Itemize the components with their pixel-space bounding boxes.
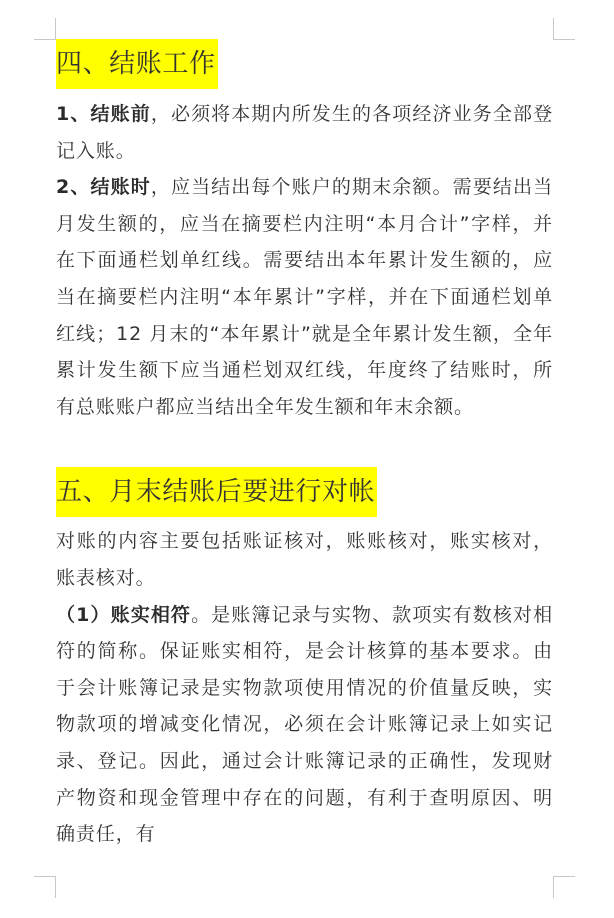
corner-mark-bottom-right-h: [553, 876, 575, 877]
paragraph-lead-bold: 1、结账前: [56, 103, 151, 125]
paragraph-lead-bold: （1）账实相符: [56, 603, 192, 626]
corner-mark-bottom-left-v: [55, 876, 56, 898]
document-page: [56, 39, 553, 853]
paragraph-text: ，应当结出每个账户的期末余额。需要结出当月发生额的，应当在摘要栏内注明“本月合计”字样，并在下面通栏划单红线。需要结出本年累计发生额的，应当在摘要栏内注明“本年累计”字样，并在下面通栏划单红线；12 月末的“本年累计”就是全年累计发生额，全年累计发生额下应当通栏划双红线，年度终了结账时，所有总账账户都应当结出全年发生额和年末余额。: [56, 176, 553, 418]
paragraph-account-matches-actual: [56, 597, 553, 853]
section-heading-month-end-reconciliation: 五、月末结账后要进行对帐: [56, 467, 377, 517]
paragraph-text: ，必须将本期内所发生的各项经济业务全部登记入账。: [56, 103, 553, 162]
paragraph-lead-bold: 2、结账时: [56, 176, 151, 199]
corner-mark-bottom-right-v: [553, 876, 554, 898]
corner-mark-top-right-h: [553, 39, 575, 40]
corner-mark-top-right-v: [553, 18, 554, 40]
paragraph-before-closing: [56, 96, 553, 169]
corner-mark-bottom-left-h: [34, 876, 56, 877]
paragraph-during-closing: [56, 169, 553, 425]
paragraph-text: 。是账簿记录与实物、款项实有数核对相符的简称。保证账实相符，是会计核算的基本要求。由于会计账簿记录是实物款项使用情况的价值量反映，实物款项的增减变化情况，必须在会计账簿记录上如实记录、登记。因此，通过会计账簿记录的正确性，发现财产物资和现金管理中存在的问题，有利于查明原因、明确责任，有: [56, 603, 553, 846]
paragraph-reconciliation-content: [56, 523, 553, 596]
corner-mark-top-left-v: [55, 18, 56, 40]
paragraph-text: 对账的内容主要包括账证核对，账账核对，账实核对，账表核对。: [56, 530, 553, 589]
corner-mark-top-left-h: [34, 39, 56, 40]
section-heading-closing-work: 四、结账工作: [56, 39, 218, 89]
